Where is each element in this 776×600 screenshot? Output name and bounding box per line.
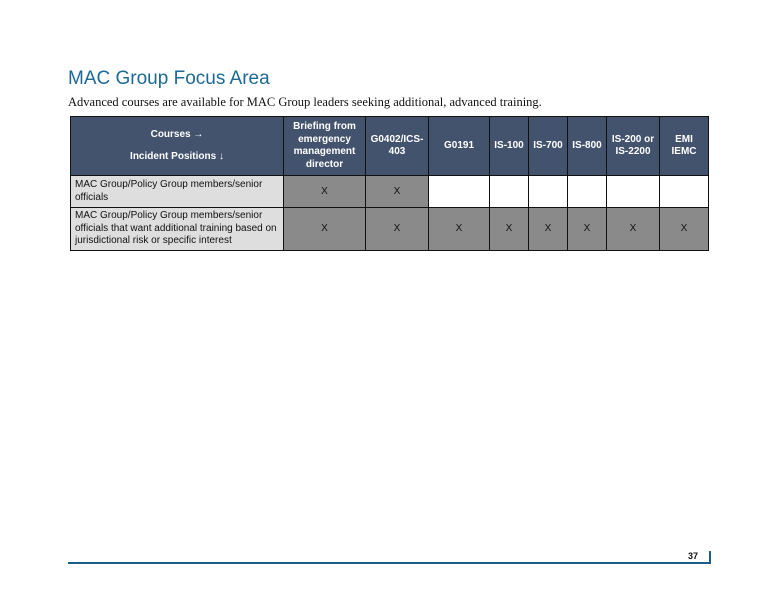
course-cell xyxy=(429,176,490,208)
course-cell xyxy=(529,176,568,208)
column-header: IS-200 or IS-2200 xyxy=(607,117,660,176)
column-header: G0191 xyxy=(429,117,490,176)
position-cell: MAC Group/Policy Group members/senior officials that want additional training based on jurisdictional risk or specific interest xyxy=(71,208,284,251)
position-cell: MAC Group/Policy Group members/senior officials xyxy=(71,176,284,208)
column-header: Briefing from emergency management director xyxy=(284,117,366,176)
positions-axis-label: Incident Positions ↓ xyxy=(130,150,224,162)
course-cell xyxy=(607,176,660,208)
course-cell: X xyxy=(429,208,490,251)
page-subtitle: Advanced courses are available for MAC Group leaders seeking additional, advanced training. xyxy=(68,95,542,109)
course-cell: X xyxy=(529,208,568,251)
footer-rule xyxy=(68,562,710,564)
corner-header xyxy=(71,117,284,176)
course-cell: X xyxy=(660,208,709,251)
column-header: G0402/ICS-403 xyxy=(366,117,429,176)
course-cell: X xyxy=(284,176,366,208)
column-header: IS-700 xyxy=(529,117,568,176)
course-cell xyxy=(568,176,607,208)
table-header-row xyxy=(71,117,709,176)
table-row xyxy=(71,208,709,251)
page-number: 37 xyxy=(688,551,699,561)
course-cell: X xyxy=(568,208,607,251)
footer-tick xyxy=(709,551,711,564)
column-header: IS-100 xyxy=(490,117,529,176)
course-cell xyxy=(490,176,529,208)
course-cell: X xyxy=(366,208,429,251)
page-title: MAC Group Focus Area xyxy=(68,68,270,89)
course-cell: X xyxy=(284,208,366,251)
column-header: IS-800 xyxy=(568,117,607,176)
table-row xyxy=(71,176,709,208)
course-cell xyxy=(660,176,709,208)
column-header: EMI IEMC xyxy=(660,117,709,176)
courses-table xyxy=(70,116,709,251)
course-cell: X xyxy=(366,176,429,208)
course-cell: X xyxy=(607,208,660,251)
courses-axis-label: Courses → xyxy=(150,129,204,140)
course-cell: X xyxy=(490,208,529,251)
